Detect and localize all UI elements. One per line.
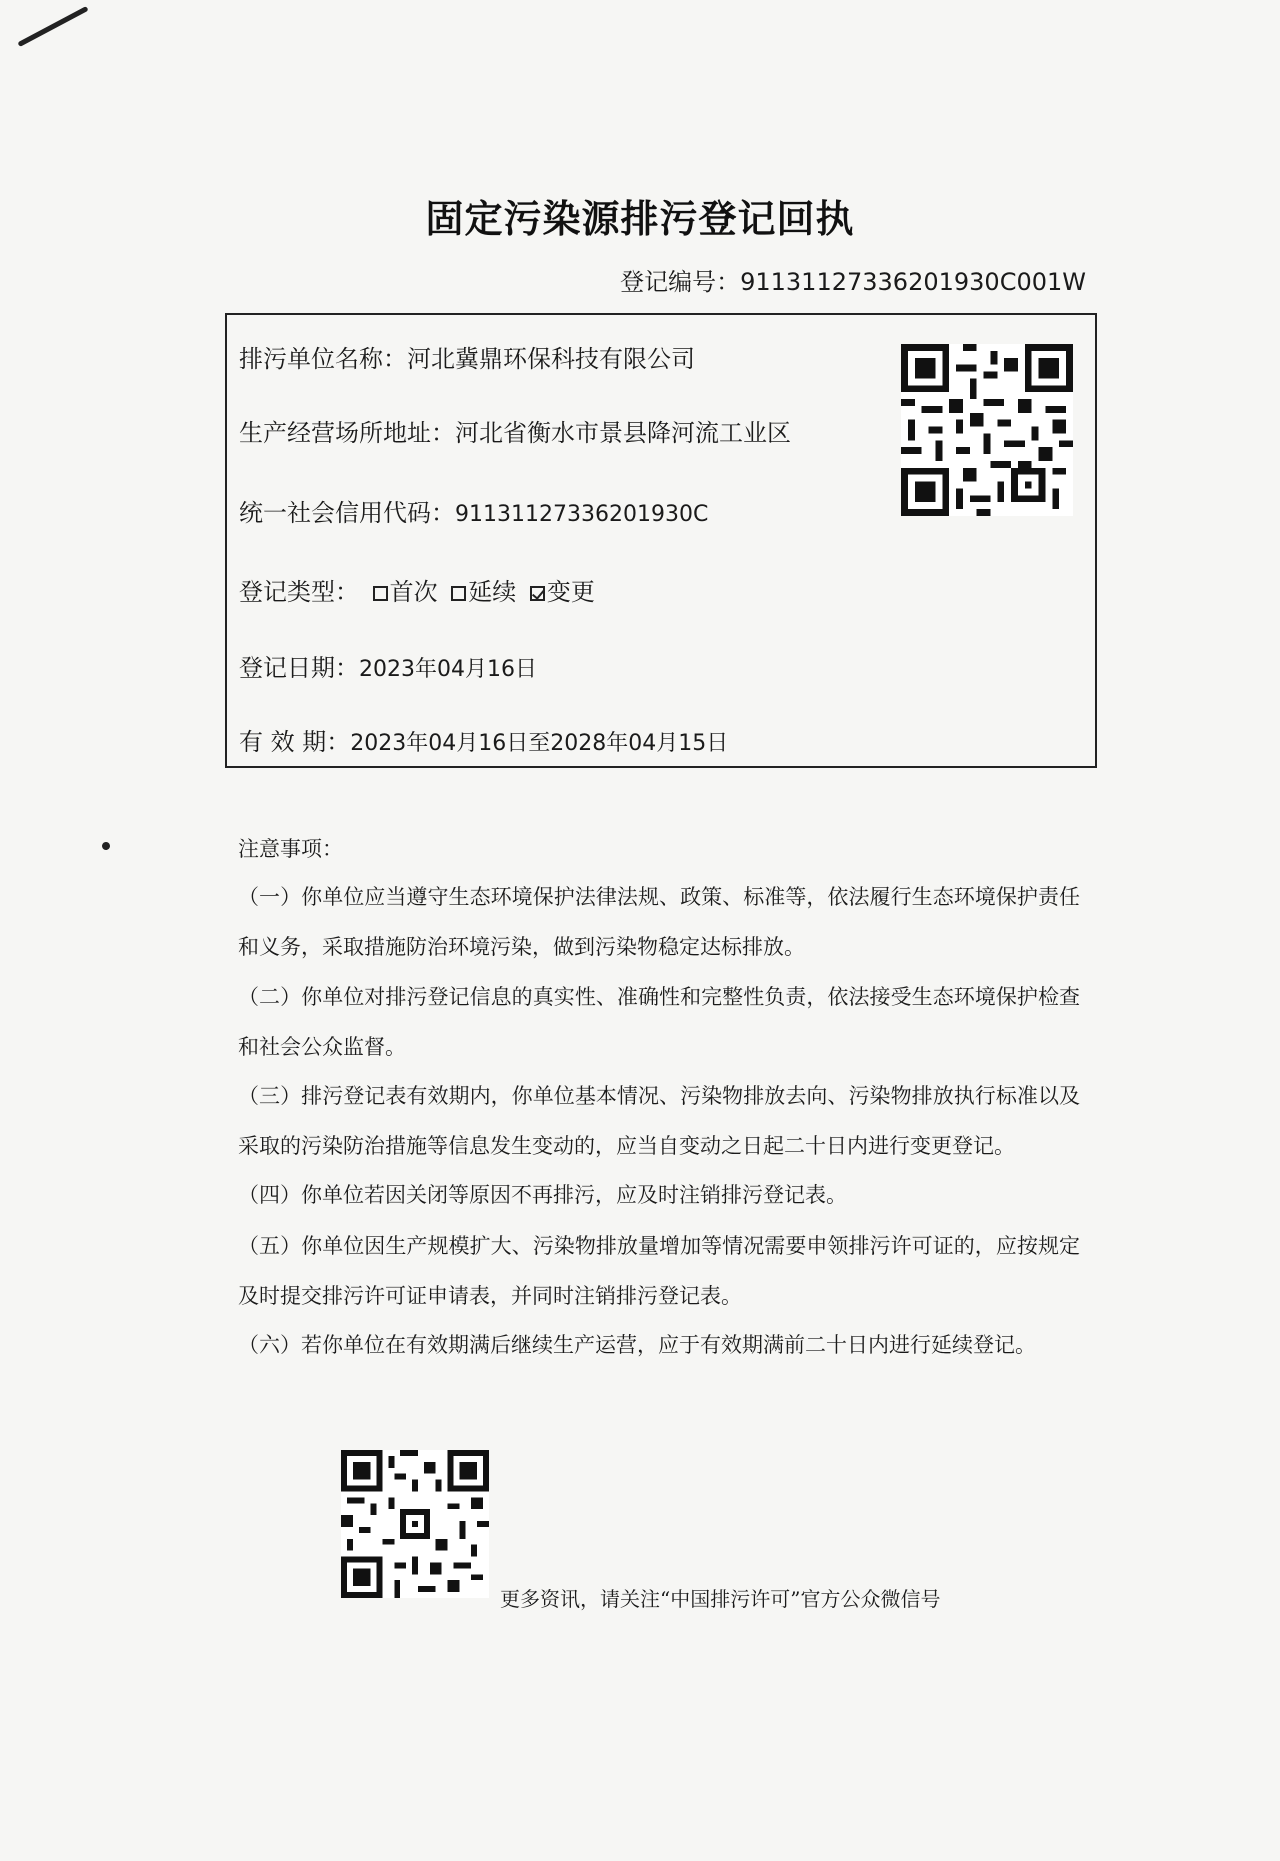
address-label: 生产经营场所地址： [239, 419, 455, 447]
reg-type-change: 变更 [546, 578, 595, 606]
address-row [239, 413, 791, 448]
scan-mark [101, 841, 112, 852]
credit-code-row [239, 493, 708, 528]
notes-title: 注意事项： [238, 837, 343, 861]
unit-name-label: 排污单位名称： [239, 345, 407, 373]
note-item: （四）你单位若因关闭等原因不再排污，应及时注销排污登记表。 [238, 1183, 847, 1207]
registration-type-row [239, 572, 595, 607]
footer-wechat-notice: 更多资讯，请关注“中国排污许可”官方公众微信号 [500, 1587, 941, 1611]
note-item: （二）你单位对排污登记信息的真实性、准确性和完整性负责，依法接受生态环境保护检查和社会公众监督。 [238, 985, 1080, 1059]
registration-date-label: 登记日期： [239, 654, 359, 682]
checkbox-first-time [373, 586, 388, 601]
registration-date-value: 2023年04月16日 [359, 657, 537, 682]
note-item: （三）排污登记表有效期内，你单位基本情况、污染物排放去向、污染物排放执行标准以及采取的污染防治措施等信息发生变动的，应当自变动之日起二十日内进行变更登记。 [238, 1084, 1080, 1158]
reg-type-renewal: 延续 [468, 578, 517, 606]
registration-number: 登记编号：91131127336201930C001W [620, 268, 1086, 296]
qr-code-icon [340, 1450, 490, 1598]
reg-type-first-time: 首次 [389, 578, 438, 606]
registration-type-label: 登记类型： [239, 578, 359, 606]
address-value: 河北省衡水市景县降河流工业区 [455, 419, 791, 447]
note-item: （一）你单位应当遵守生态环境保护法律法规、政策、标准等，依法履行生态环境保护责任和义务，采取措施防治环境污染，做到污染物稳定达标排放。 [238, 885, 1080, 959]
checkbox-renewal [451, 586, 466, 601]
registration-date-row [239, 648, 537, 683]
credit-code-value: 91131127336201930C [455, 502, 709, 527]
checkbox-change-checked [530, 586, 545, 601]
unit-name-row [239, 339, 695, 374]
validity-label: 有 效 期： [239, 728, 351, 756]
validity-value: 2023年04月16日至2028年04月15日 [350, 731, 729, 756]
credit-code-label: 统一社会信用代码： [239, 499, 455, 527]
document-title: 固定污染源排污登记回执 [425, 197, 855, 241]
qr-code-icon [901, 340, 1073, 520]
note-item: （五）你单位因生产规模扩大、污染物排放量增加等情况需要申领排污许可证的，应按规定及时提交排污许可证申请表，并同时注销排污登记表。 [238, 1234, 1080, 1308]
validity-row [239, 722, 728, 757]
unit-name-value: 河北冀鼎环保科技有限公司 [407, 345, 695, 373]
note-item: （六）若你单位在有效期满后继续生产运营，应于有效期满前二十日内进行延续登记。 [238, 1333, 1036, 1357]
scan-mark [17, 6, 88, 47]
